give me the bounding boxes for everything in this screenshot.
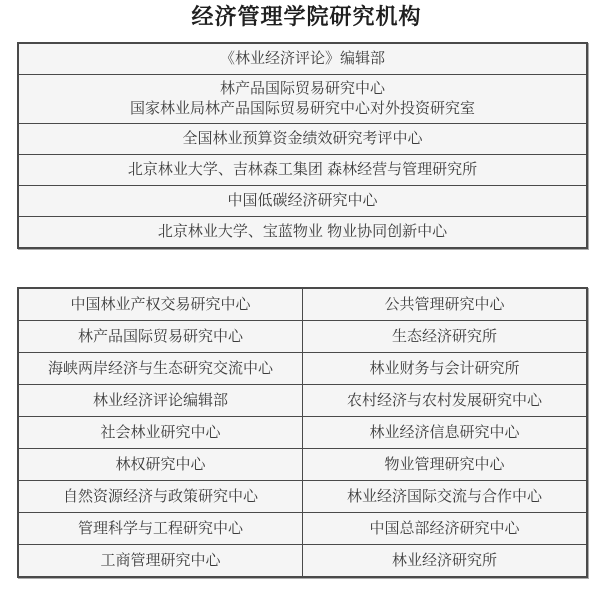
institute-cell-left: 社会林业研究中心 [18,417,303,449]
institute-cell-left: 林业经济评论编辑部 [18,385,303,417]
institute-cell-right: 公共管理研究中心 [303,288,588,321]
table-row [18,353,587,385]
institute-cell-left: 海峡两岸经济与生态研究交流中心 [18,353,303,385]
page-title: 经济管理学院研究机构 [191,4,422,29]
table-row [18,288,587,321]
institute-cell [18,75,587,124]
table-row [18,75,587,124]
institute-name: 全国林业预算资金绩效研究考评中心 [182,130,423,147]
institute-name: 中国低碳经济研究中心 [227,192,378,209]
institute-cell-right: 林业财务与会计研究所 [303,353,588,385]
table-row [18,217,587,249]
table-row [18,124,587,155]
institute-cell-left: 管理科学与工程研究中心 [18,513,303,545]
institute-cell [18,186,587,217]
institute-cell-right: 中国总部经济研究中心 [303,513,588,545]
institute-cell-right: 林业经济信息研究中心 [303,417,588,449]
institute-cell-left: 工商管理研究中心 [18,545,303,578]
institute-name: 北京林业大学、宝蓝物业 物业协同创新中心 [157,223,448,240]
institute-name: 林产品国际贸易研究中心 [219,80,385,97]
table-row [18,43,587,75]
table-row [18,513,587,545]
institute-cell-left: 中国林业产权交易研究中心 [18,288,303,321]
table-row [18,385,587,417]
table-row [18,449,587,481]
two-column-table-body [18,288,587,577]
institute-cell-right: 林业经济研究所 [303,545,588,578]
table-row [18,417,587,449]
institute-name: 北京林业大学、吉林森工集团 森林经营与管理研究所 [127,161,478,178]
institute-cell-left: 自然资源经济与政策研究中心 [18,481,303,513]
institute-cell-right: 物业管理研究中心 [303,449,588,481]
institute-cell [18,124,587,155]
table-row [18,545,587,578]
single-column-table-body [18,43,587,248]
table-row [18,155,587,186]
table-row [18,481,587,513]
two-column-institutes-table [17,287,588,578]
table-row [18,321,587,353]
institute-cell [18,43,587,75]
table-row [18,186,587,217]
institute-cell-right: 农村经济与农村发展研究中心 [303,385,588,417]
institute-cell-right: 林业经济国际交流与合作中心 [303,481,588,513]
institute-name: 《林业经济评论》编辑部 [219,50,385,67]
institute-cell [18,217,587,249]
institute-name: 国家林业局林产品国际贸易研究中心对外投资研究室 [129,100,475,117]
institute-cell-left: 林产品国际贸易研究中心 [18,321,303,353]
institute-cell-right: 生态经济研究所 [303,321,588,353]
institute-cell [18,155,587,186]
single-column-institutes-table [17,42,588,249]
institute-cell-left: 林权研究中心 [18,449,303,481]
